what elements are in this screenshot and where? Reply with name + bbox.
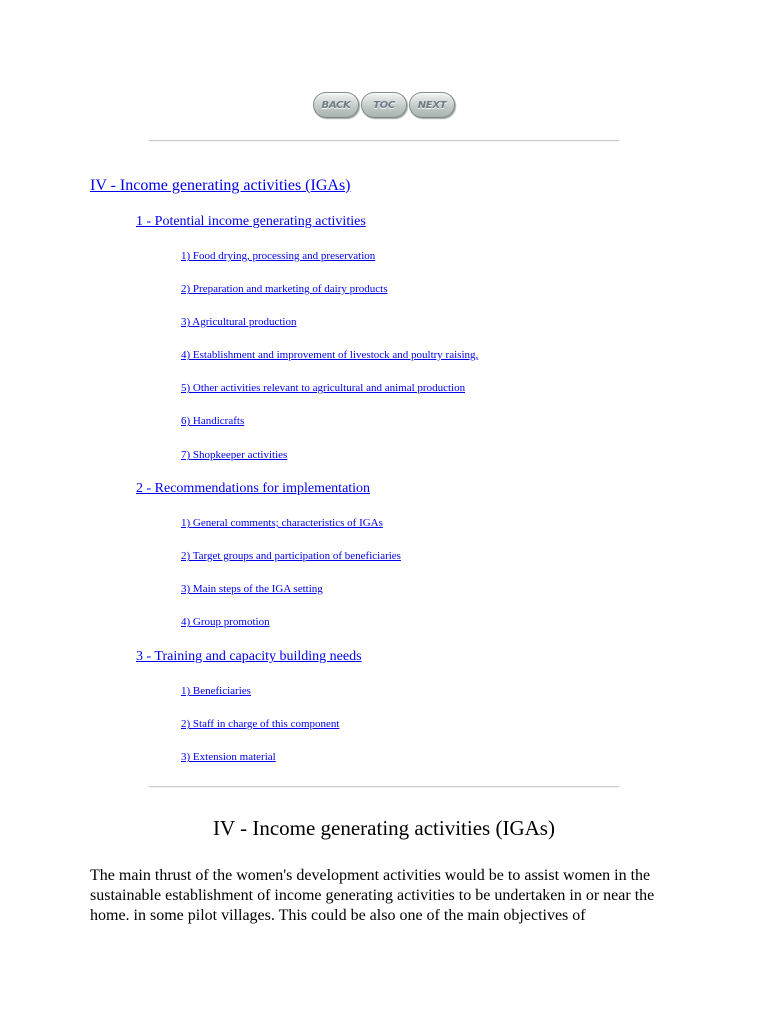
toc-item-link[interactable]: 2) Preparation and marketing of dairy products xyxy=(181,283,388,295)
section-heading: IV - Income generating activities (IGAs) xyxy=(213,816,555,840)
toc-item-link[interactable]: 4) Establishment and improvement of livestock and poultry raising, xyxy=(181,349,479,361)
toc-item-link[interactable]: 7) Shopkeeper activities xyxy=(181,449,288,461)
toc-item-link[interactable]: 6) Handicrafts xyxy=(181,415,245,427)
toc-item-link[interactable]: 1) General comments; characteristics of IGAs xyxy=(181,517,383,529)
toc-button-label: TOC xyxy=(373,99,395,111)
back-button-label: BACK xyxy=(321,99,351,111)
navigation-bar xyxy=(0,92,768,118)
toc-item-link[interactable]: 3) Main steps of the IGA setting xyxy=(181,583,323,595)
back-button[interactable] xyxy=(313,92,359,118)
toc-section-2-link[interactable]: 2 - Recommendations for implementation xyxy=(136,481,371,496)
toc-item-link[interactable]: 4) Group promotion xyxy=(181,616,270,628)
toc-chapter-link[interactable]: IV - Income generating activities (IGAs) xyxy=(90,177,351,194)
toc-section-1-link[interactable]: 1 - Potential income generating activities xyxy=(136,214,366,229)
toc-section-3-link[interactable]: 3 - Training and capacity building needs xyxy=(136,649,362,664)
toc-item-link[interactable]: 2) Target groups and participation of beneficiaries xyxy=(181,550,401,562)
toc-item-link[interactable]: 1) Food drying, processing and preservation xyxy=(181,250,376,262)
body-paragraph: The main thrust of the women's development activities would be to assist women in the sustainable establishment of income generating activities to be undertaken in or near the home. in some pilot villages. This could be also one of the main objectives of xyxy=(90,867,655,924)
next-button-label: NEXT xyxy=(417,99,447,111)
toc-item-link[interactable]: 3) Agricultural production xyxy=(181,316,297,328)
toc-button[interactable] xyxy=(361,92,407,118)
next-button[interactable] xyxy=(409,92,455,118)
toc-item-link[interactable]: 3) Extension material xyxy=(181,751,276,763)
top-divider xyxy=(149,140,619,142)
toc-item-link[interactable]: 5) Other activities relevant to agricultural and animal production xyxy=(181,382,466,394)
toc-item-link[interactable]: 2) Staff in charge of this component xyxy=(181,718,340,730)
bottom-divider xyxy=(149,786,619,788)
toc-item-link[interactable]: 1) Beneficiaries xyxy=(181,685,251,697)
